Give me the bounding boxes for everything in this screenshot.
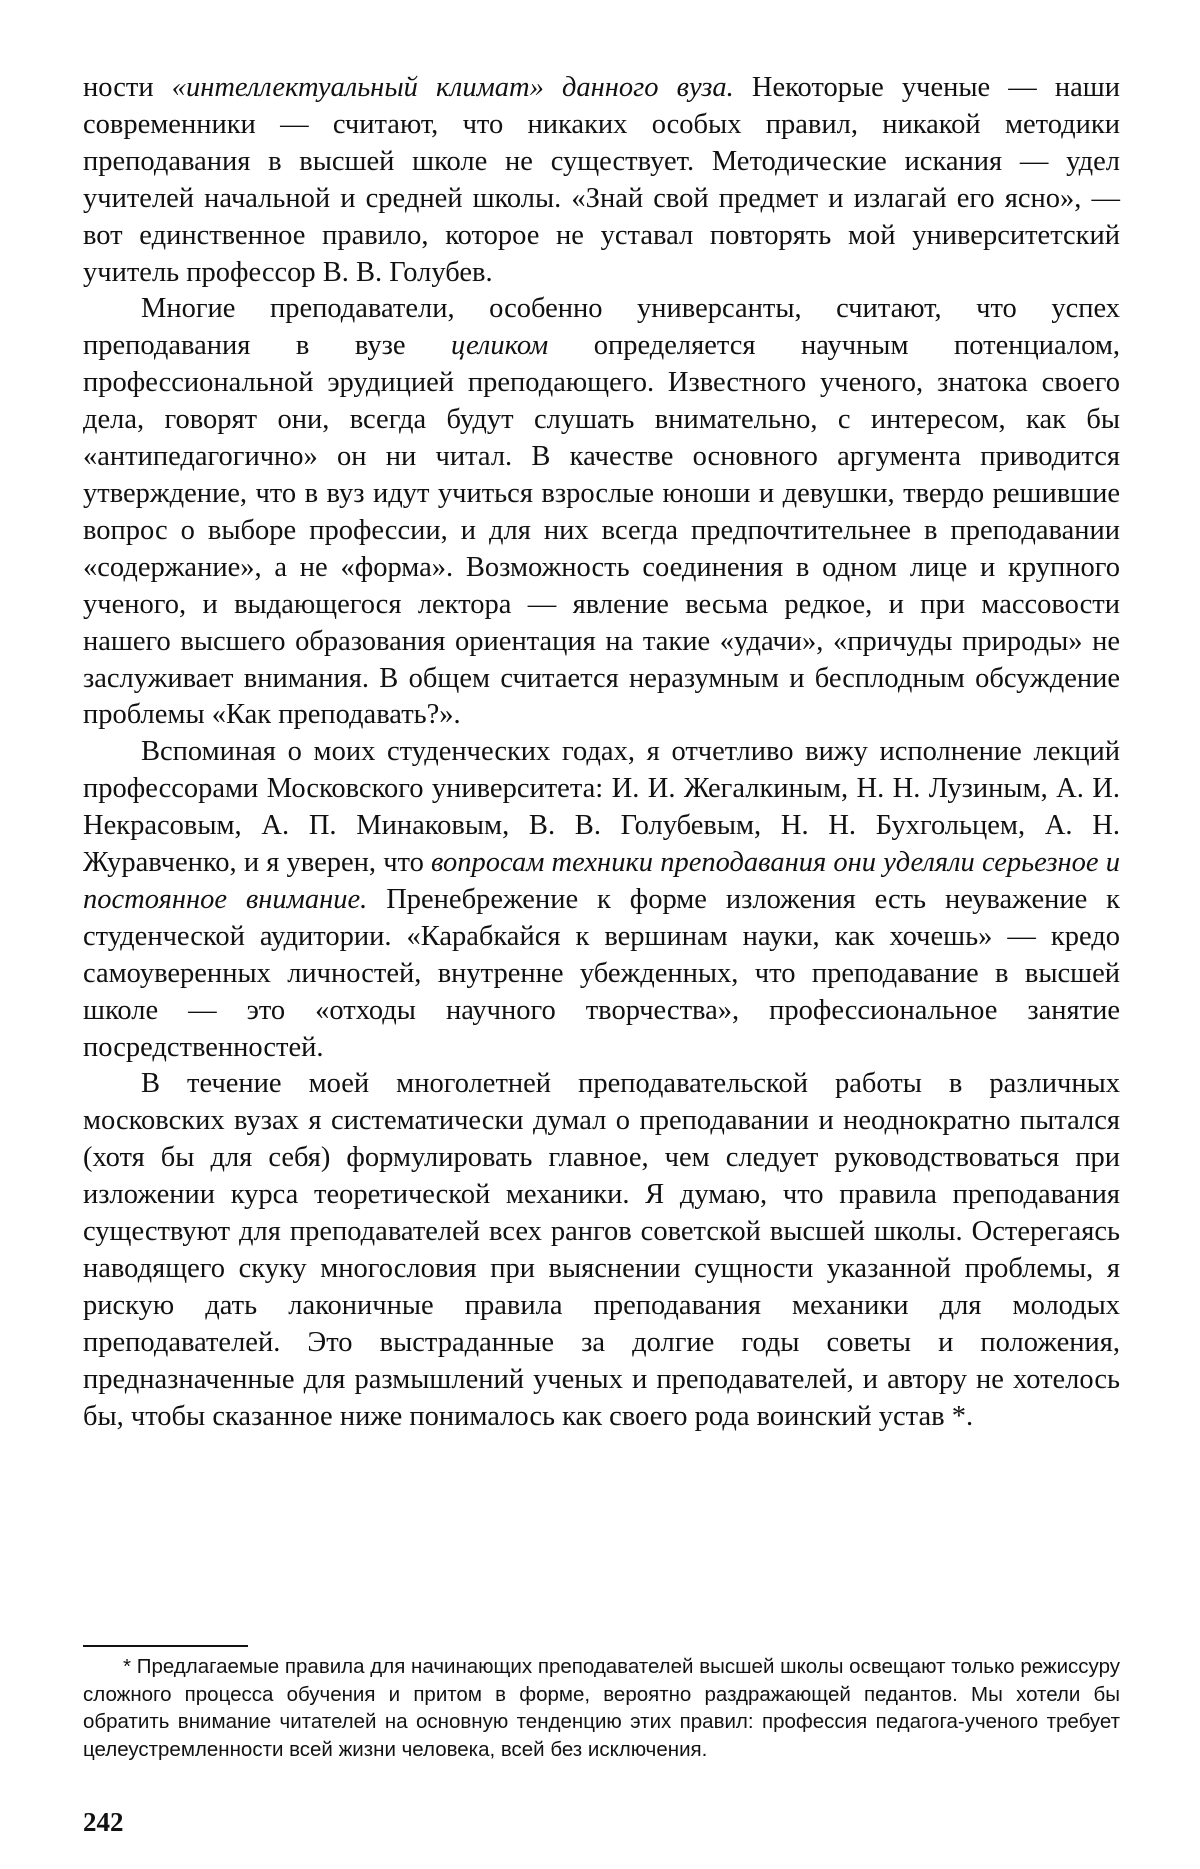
paragraph-3-italic-phrase: вопросам техники преподавания они уделяли серьезное и постоянное внимание. (83, 847, 1120, 915)
paragraph-4 (83, 1066, 1120, 1435)
paragraph-2-part-3: определяется научным потенциалом, профессиональной эрудицией преподающего. Известного ученого, знатока своего дела, говорят они, всегда будут слушать внимательно, с интересом, как бы «антипедагогично» он ни читал. В качестве основного аргумента приводится утверждение, что в вуз идут учиться взрослые юноши и девушки, твердо решившие вопрос о выборе профессии, и для них всегда предпочтительнее в преподавании «содержание», а не «форма». Возможность соединения в одном лице и крупного ученого, и выдающегося лектора — явление весьма редкое, и при массовости нашего высшего образования ориентация на такие «удачи», «причуды природы» не заслуживает внимания. В общем считается неразумным и бесплодным обсуждение проблемы «Как преподавать?». (83, 330, 1120, 731)
paragraph-2 (83, 291, 1120, 734)
footnote-divider (83, 1645, 248, 1647)
paragraph-4-part-1: В течение моей многолетней преподавательской работы в различных московских вузах я систематически думал о преподавании и неоднократно пытался (хотя бы для себя) формулировать главное, чем следует руководствоваться при изложении курса теоретической механики. Я думаю, что правила преподавания существуют для преподавателей всех рангов советской высшей школы. Остерегаясь наводящего скуку многословия при выяснении сущности указанной проблемы, я рискую дать лаконичные правила преподавания механики для молодых преподавателей. Это выстраданные за долгие годы советы и положения, предназначенные для размышлений ученых и преподавателей, и автору не хотелось бы, чтобы сказанное ниже понималось как своего рода воинский устав *. (83, 1068, 1120, 1432)
main-text (83, 70, 1120, 1436)
paragraph-1-part-3: Некоторые ученые — наши современники — считают, что никаких особых правил, никакой методики преподавания в высшей школе не существует. Методические искания — удел учителей начальной и средней школы. «Знай свой предмет и излагай его ясно», — вот единственное правило, которое не уставал повторять мой университетский учитель профессор В. В. Голубев. (83, 72, 1120, 288)
page-number: 242 (83, 1807, 124, 1837)
paragraph-3-part-1: Вспоминая о моих студенческих годах, я отчетливо вижу исполнение лекций профессорами Московского университета: И. И. Жегалкиным, Н. Н. Лузиным, А. И. Некрасовым, А. П. Минаковым, В. В. Голубевым, Н. Н. Бухгольцем, А. Н. Журавченко, и я уверен, что (83, 736, 1120, 879)
paragraph-3 (83, 734, 1120, 1066)
paragraph-2-part-1: Многие преподаватели, особенно универсанты, считают, что успех преподавания в вузе (83, 293, 1120, 362)
paragraph-2-italic-word: целиком (451, 330, 549, 362)
paragraph-1-italic-phrase: «интеллектуальный климат» данного вуза. (171, 72, 734, 103)
paragraph-3-part-3: Пренебрежение к форме изложения есть неуважение к студенческой аудитории. «Карабкайся к вершинам науки, как хочешь» — кредо самоуверенных личностей, внутренне убежденных, что преподавание в высшей школе — это «отходы научного творчества», профессиональное занятие посредственностей. (83, 883, 1120, 1063)
paragraph-1 (83, 70, 1120, 291)
footnote: * Предлагаемые правила для начинающих преподавателей высшей школы освещают только режиссуру сложного процесса обучения и притом в форме, вероятно раздражающей педантов. Мы хотели бы обратить внимание читателей на основную тенденцию этих правил: профессия педагога-ученого требует целеустремленности всей жизни человека, всей без исключения. (83, 1655, 1120, 1761)
paragraph-1-part-1: ности (83, 72, 172, 103)
